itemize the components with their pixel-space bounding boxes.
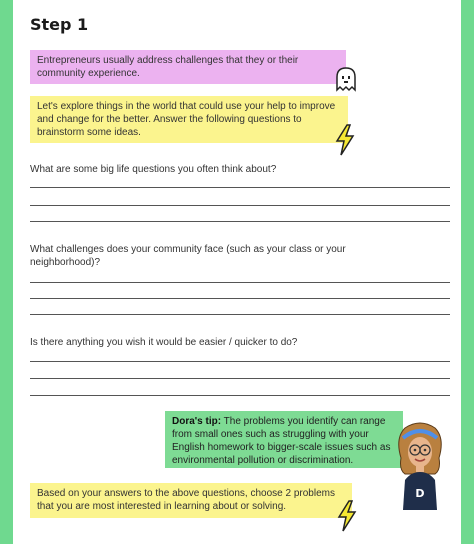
final-text: Based on your answers to the above questions, choose 2 problems that you are most interested in learning about or solving. <box>37 488 335 512</box>
answer-line[interactable] <box>30 378 450 379</box>
answer-line[interactable] <box>30 187 450 188</box>
question-3: Is there anything you wish it would be easier / quicker to do? <box>30 337 298 348</box>
answer-line[interactable] <box>30 314 450 315</box>
final-callout <box>30 483 352 518</box>
explore-callout <box>30 96 348 143</box>
question-1: What are some big life questions you often think about? <box>30 164 277 175</box>
lightning-icon <box>333 124 357 156</box>
intro-text: Entrepreneurs usually address challenges that they or their community experience. <box>37 55 299 79</box>
answer-line[interactable] <box>30 221 450 222</box>
answer-line[interactable] <box>30 282 450 283</box>
answer-line[interactable] <box>30 395 450 396</box>
lightning-icon <box>335 500 359 532</box>
avatar-dora <box>391 418 449 510</box>
tip-text: The problems you identify can range from small ones such as struggling with your English homework to bigger-scale issues such as environmental pollution or discrimination. <box>172 416 391 466</box>
intro-callout <box>30 50 346 84</box>
question-2: What challenges does your community face (such as your class or your neighborhood)? <box>30 244 346 268</box>
page-title: Step 1 <box>30 15 89 34</box>
answer-line[interactable] <box>30 361 450 362</box>
answer-line[interactable] <box>30 205 450 206</box>
answer-line[interactable] <box>30 298 450 299</box>
ghost-icon <box>331 64 361 94</box>
explore-text: Let's explore things in the world that could use your help to improve and change for the better. Answer the following questions to brainstorm some ideas. <box>37 101 336 138</box>
worksheet-page <box>13 0 461 544</box>
tip-label: Dora's tip: <box>172 416 222 427</box>
tip-callout <box>165 411 403 468</box>
svg-text:D: D <box>415 487 425 500</box>
